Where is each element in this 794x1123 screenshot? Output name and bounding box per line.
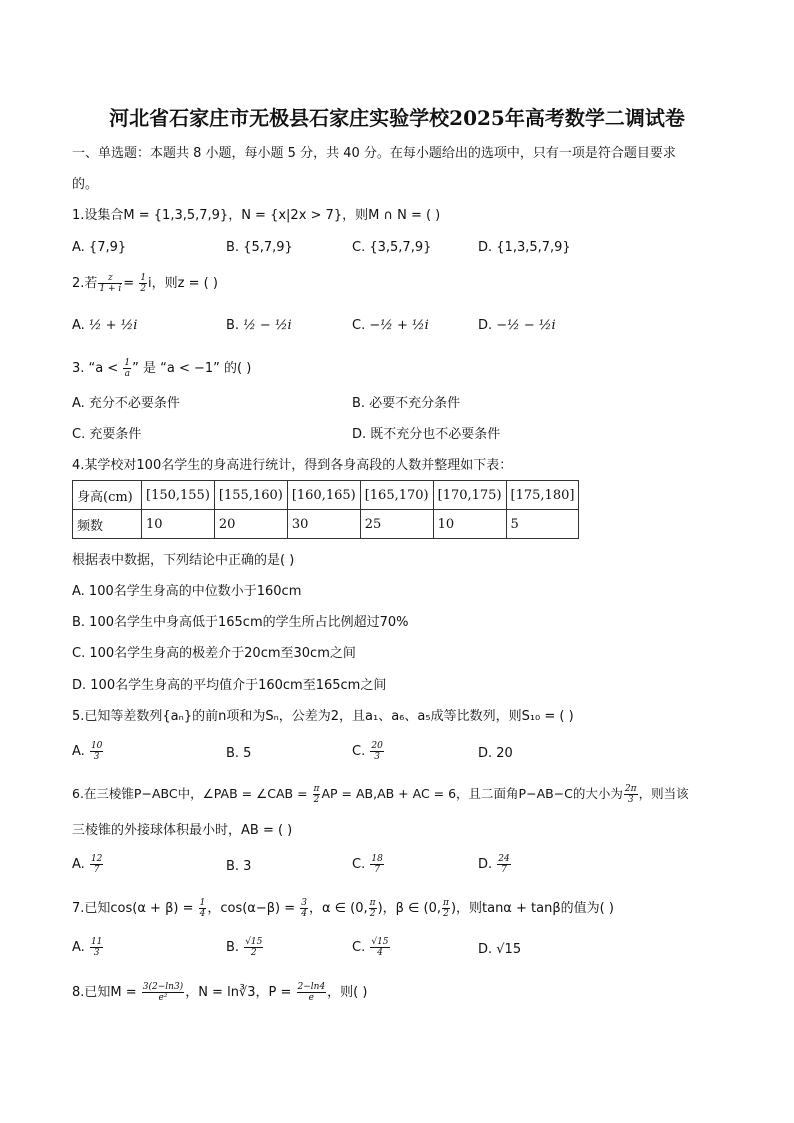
table-cell: 30 (287, 510, 360, 539)
q2-option-b-expr: ½ − ½i (243, 318, 292, 333)
q6-f2-den: 3 (627, 795, 634, 805)
q2-option-d (478, 317, 556, 335)
q2-option-c-label: C. (352, 318, 370, 333)
q8-p2: ，N = ln∛3，P = (185, 985, 296, 1000)
table-row (73, 481, 579, 510)
q6-option-c-fraction (370, 854, 383, 875)
q2-option-d-expr: −½ − ½i (496, 318, 556, 333)
q5-a-den: 3 (93, 752, 100, 762)
q8-f1-num: 3(2−ln3) (142, 982, 184, 992)
q7-p2: ，cos(α−β) = (207, 901, 300, 916)
q2-post: i，则z = ( ) (148, 276, 218, 291)
q3-post: ” 是 “a < −1” 的( ) (132, 361, 252, 376)
q6-f1-den: 2 (313, 795, 320, 805)
q7-f4-num: π (443, 898, 449, 908)
q6-dihedral-fraction (624, 784, 638, 805)
q7-f1-num: 1 (199, 898, 206, 908)
q5-option-a-fraction (90, 741, 103, 762)
q2-option-b-label: B. (226, 318, 244, 333)
table-header-cell: [170,175) (433, 481, 506, 510)
q5-c-num: 20 (371, 741, 383, 751)
q6-a-den: 7 (93, 865, 100, 875)
q6-stem-line1 (72, 784, 689, 805)
q7-option-b (226, 937, 264, 958)
q5-stem: 5.已知等差数列{aₙ}的前n项和为Sₙ，公差为2，且a₁、a₆、a₅成等比数列，则S₁₀ = ( ) (72, 709, 574, 724)
q3-frac-num: 1 (124, 358, 131, 368)
q6-option-d (478, 854, 512, 875)
table-header-cell: [150,155) (142, 481, 215, 510)
q7-a-den: 3 (93, 948, 100, 958)
table-cell: 10 (433, 510, 506, 539)
q6-d-den: 7 (501, 865, 507, 875)
q1-option-b: B. {5,7,9} (226, 240, 293, 255)
q6-option-d-fraction (497, 854, 510, 875)
q7-c-den: 4 (377, 948, 383, 958)
q7-f2-num: 3 (301, 898, 308, 908)
q7-option-a-fraction (90, 937, 103, 958)
q2-stem (72, 273, 218, 294)
q6-option-a (72, 854, 104, 875)
q7-a-num: 11 (90, 937, 103, 947)
table-cell: 20 (214, 510, 287, 539)
q3-option-b: B. 必要不充分条件 (352, 396, 461, 411)
q6-pre: 6.在三棱锥P−ABC中，∠PAB = ∠CAB = (72, 786, 312, 801)
q8-f1-den: e² (158, 993, 168, 1003)
q1-option-a: A. {7,9} (72, 240, 127, 255)
q7-option-c (352, 937, 391, 958)
q6-a-num: 12 (90, 854, 103, 864)
q4-option-a: A. 100名学生身高的中位数小于160cm (72, 584, 302, 599)
table-cell: 频数 (73, 510, 142, 539)
q2-mid: = (123, 276, 139, 291)
q7-option-c-fraction (370, 937, 389, 958)
q6-f2-num: 2π (624, 784, 637, 794)
q7-option-c-label: C. (352, 940, 370, 955)
q7-f4-den: 2 (443, 909, 449, 919)
q2-option-c (352, 317, 429, 335)
q3-fraction (123, 358, 131, 379)
q2-pre: 2.若 (72, 276, 98, 291)
q7-p3: ，α ∈ (0, (309, 901, 368, 916)
q5-option-c (352, 741, 385, 762)
q1-option-c: C. {3,5,7,9} (352, 240, 432, 255)
q6-post: ，则当该 (638, 786, 689, 801)
q7-p1: 7.已知cos(α + β) = (72, 901, 198, 916)
q7-f3 (369, 898, 377, 919)
q6-f1-num: π (313, 784, 320, 794)
q7-f1-den: 4 (199, 909, 206, 919)
q2-option-b (226, 317, 292, 335)
q2-lhs-den: 1 + i (99, 284, 122, 294)
height-frequency-table (72, 480, 579, 539)
q3-option-d: D. 既不充分也不必要条件 (352, 427, 501, 442)
q8-f2-num: 2−ln4 (297, 982, 326, 992)
q7-f2-den: 4 (301, 909, 308, 919)
q7-f1 (199, 898, 207, 919)
q2-option-a-label: A. (72, 318, 89, 333)
q7-option-a (72, 937, 104, 958)
q7-b-num: √15 (245, 937, 263, 947)
q2-option-d-label: D. (478, 318, 497, 333)
q7-f2 (300, 898, 308, 919)
q7-f3-num: π (369, 898, 376, 908)
q1-option-d: D. {1,3,5,7,9} (478, 240, 571, 255)
table-header-cell: [165,170) (360, 481, 433, 510)
q7-option-d: D. √15 (478, 942, 522, 957)
q5-option-a (72, 741, 104, 762)
q6-c-den: 7 (374, 865, 380, 875)
q6-option-a-label: A. (72, 857, 89, 872)
q6-stem-line2: 三棱锥的外接球体积最小时，AB = ( ) (72, 823, 293, 838)
q2-lhs-fraction (98, 273, 122, 294)
page-title: 河北省石家庄市无极县石家庄实验学校2025年高考数学二调试卷 (109, 106, 685, 130)
q2-option-a (72, 317, 137, 335)
q4-stem: 4.某学校对100名学生的身高进行统计，得到各身高段的人数并整理如下表： (72, 458, 513, 473)
q7-option-b-label: B. (226, 940, 244, 955)
section-instructions-line2: 的。 (72, 177, 99, 192)
q5-c-den: 3 (374, 752, 380, 762)
q6-option-c-label: C. (352, 857, 370, 872)
table-header-cell: [160,165) (287, 481, 360, 510)
table-header-cell: [155,160) (214, 481, 287, 510)
table-cell: 10 (142, 510, 215, 539)
table-cell: 5 (506, 510, 579, 539)
q6-angle-fraction (313, 784, 321, 805)
q5-option-a-label: A. (72, 744, 89, 759)
q6-option-b: B. 3 (226, 859, 252, 874)
table-header-cell: [175,180] (506, 481, 579, 510)
q5-option-c-label: C. (352, 744, 370, 759)
q2-option-a-expr: ½ + ½i (88, 318, 138, 333)
q1-stem: 1.设集合M = {1,3,5,7,9}，N = {x|2x > 7}，则M ∩ N = ( ) (72, 208, 441, 223)
q2-lhs-num: z (98, 273, 122, 284)
q3-pre: 3. “a < (72, 361, 123, 376)
q8-p1: 8.已知M = (72, 985, 141, 1000)
q3-option-a: A. 充分不必要条件 (72, 396, 180, 411)
section-instructions-line1: 一、单选题：本题共 8 小题，每小题 5 分，共 40 分。在每小题给出的选项中，只有一项是符合题目要求 (72, 146, 676, 161)
q7-p5: )，则tanα + tanβ的值为( ) (450, 901, 614, 916)
q6-option-d-label: D. (478, 857, 497, 872)
q7-p4: )，β ∈ (0, (377, 901, 442, 916)
q6-d-num: 24 (498, 854, 510, 864)
q8-stem (72, 982, 367, 1003)
q8-f2 (297, 982, 327, 1003)
q4-option-c: C. 100名学生身高的极差介于20cm至30cm之间 (72, 646, 356, 661)
table-header-cell: 身高(cm) (73, 481, 142, 510)
table-cell: 25 (360, 510, 433, 539)
q7-c-num: √15 (371, 937, 389, 947)
q7-f4 (442, 898, 450, 919)
q8-p3: ，则( ) (327, 985, 368, 1000)
q6-c-num: 18 (371, 854, 383, 864)
q5-option-b: B. 5 (226, 746, 252, 761)
q5-option-d: D. 20 (478, 746, 513, 761)
q5-option-c-fraction (370, 741, 383, 762)
q8-f2-den: e (308, 993, 314, 1003)
q6-option-a-fraction (90, 854, 103, 875)
table-row (73, 510, 579, 539)
q6-mid: AP = AB,AB + AC = 6，且二面角P−AB−C的大小为 (321, 786, 623, 801)
q8-f1 (142, 982, 184, 1003)
q4-option-b: B. 100名学生中身高低于165cm的学生所占比例超过70% (72, 615, 409, 630)
q7-option-b-fraction (244, 937, 263, 958)
q4-prompt: 根据表中数据，下列结论中正确的是( ) (72, 553, 295, 568)
q7-option-a-label: A. (72, 940, 89, 955)
q2-rhs-num: 1 (140, 273, 147, 283)
q3-frac-den: a (124, 369, 130, 379)
q3-stem (72, 358, 251, 379)
q2-rhs-den: 2 (140, 284, 147, 294)
q7-b-den: 2 (250, 948, 257, 958)
q7-stem (72, 898, 614, 919)
q4-option-d: D. 100名学生身高的平均值介于160cm至165cm之间 (72, 678, 387, 693)
q2-option-c-expr: −½ + ½i (369, 318, 429, 333)
q2-rhs-fraction (139, 273, 147, 294)
q3-option-c: C. 充要条件 (72, 427, 142, 442)
q6-option-c (352, 854, 385, 875)
q7-f3-den: 2 (369, 909, 376, 919)
q5-a-num: 10 (90, 741, 103, 751)
